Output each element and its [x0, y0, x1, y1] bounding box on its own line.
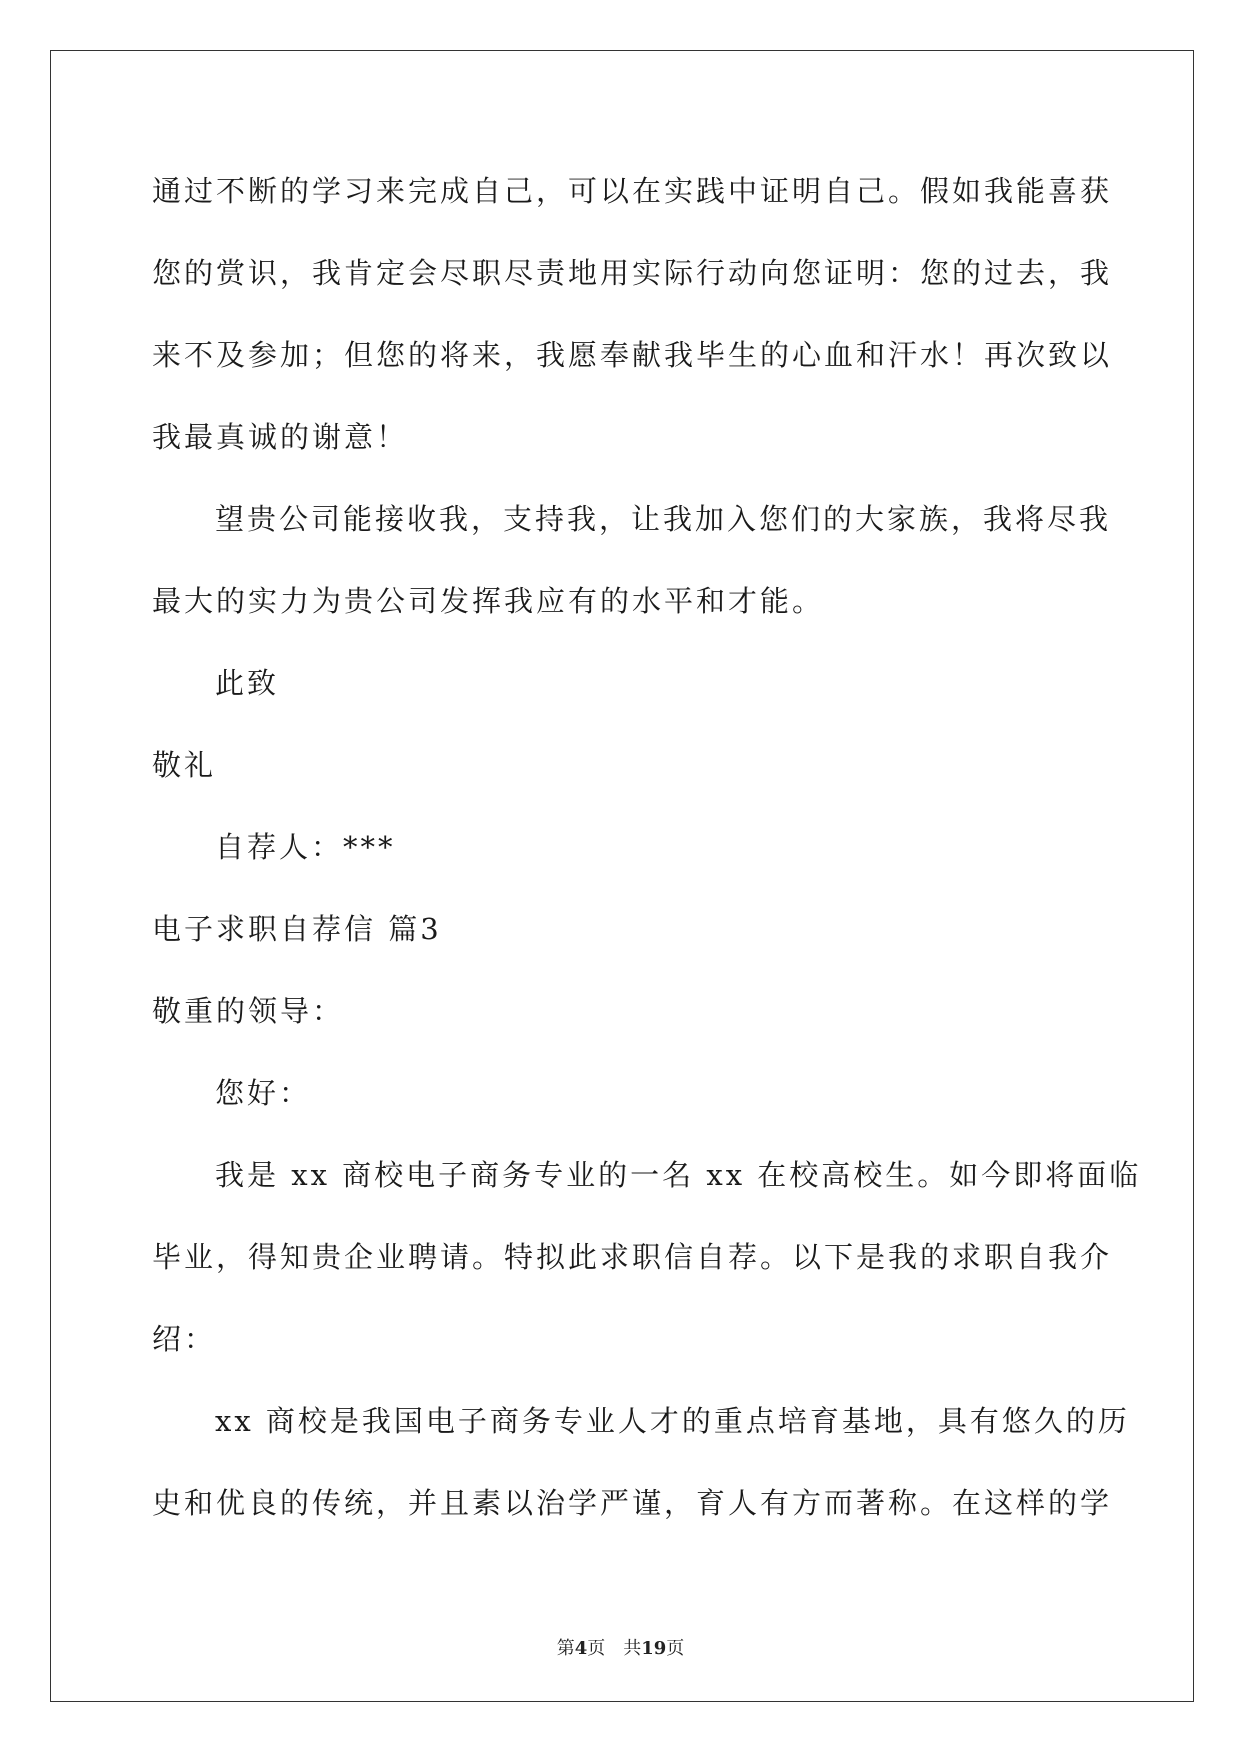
footer-mid: 页 共 [587, 1638, 642, 1659]
salutation: 敬重的领导： [152, 994, 345, 1028]
greeting: 您好： [215, 1076, 312, 1110]
body-line-17: 史和优良的传统，并且素以治学严谨，育人有方而著称。在这样的学 [152, 1486, 1113, 1520]
body-line-6: 最大的实力为贵公司发挥我应有的水平和才能。 [152, 584, 825, 618]
body-line-15: 绍： [152, 1322, 217, 1356]
footer-prefix: 第 [556, 1638, 575, 1659]
section-heading: 电子求职自荐信 篇3 [152, 912, 442, 946]
closing-salute: 此致 [215, 666, 280, 700]
footer-suffix: 页 [666, 1638, 685, 1659]
body-line-5: 望贵公司能接收我，支持我，让我加入您们的大家族，我将尽我 [215, 502, 1112, 536]
body-line-2: 您的赏识，我肯定会尽职尽责地用实际行动向您证明：您的过去，我 [152, 256, 1113, 290]
footer-total-pages: 19 [641, 1638, 667, 1659]
body-line-13: 我是 xx 商校电子商务专业的一名 xx 在校高校生。如今即将面临 [215, 1158, 1142, 1192]
body-line-14: 毕业，得知贵企业聘请。特拟此求职信自荐。以下是我的求职自我介 [152, 1240, 1113, 1274]
page-footer [0, 1634, 1241, 1660]
closing-regards: 敬礼 [152, 748, 217, 782]
body-line-1: 通过不断的学习来完成自己，可以在实践中证明自己。假如我能喜获 [152, 174, 1113, 208]
body-line-3: 来不及参加；但您的将来，我愿奉献我毕生的心血和汗水！再次致以 [152, 338, 1113, 372]
body-line-4: 我最真诚的谢意！ [152, 420, 409, 454]
signature-line: 自荐人：*** [215, 830, 396, 864]
body-line-16: xx 商校是我国电子商务专业人才的重点培育基地，具有悠久的历 [215, 1404, 1130, 1438]
footer-page-number: 4 [574, 1638, 588, 1659]
